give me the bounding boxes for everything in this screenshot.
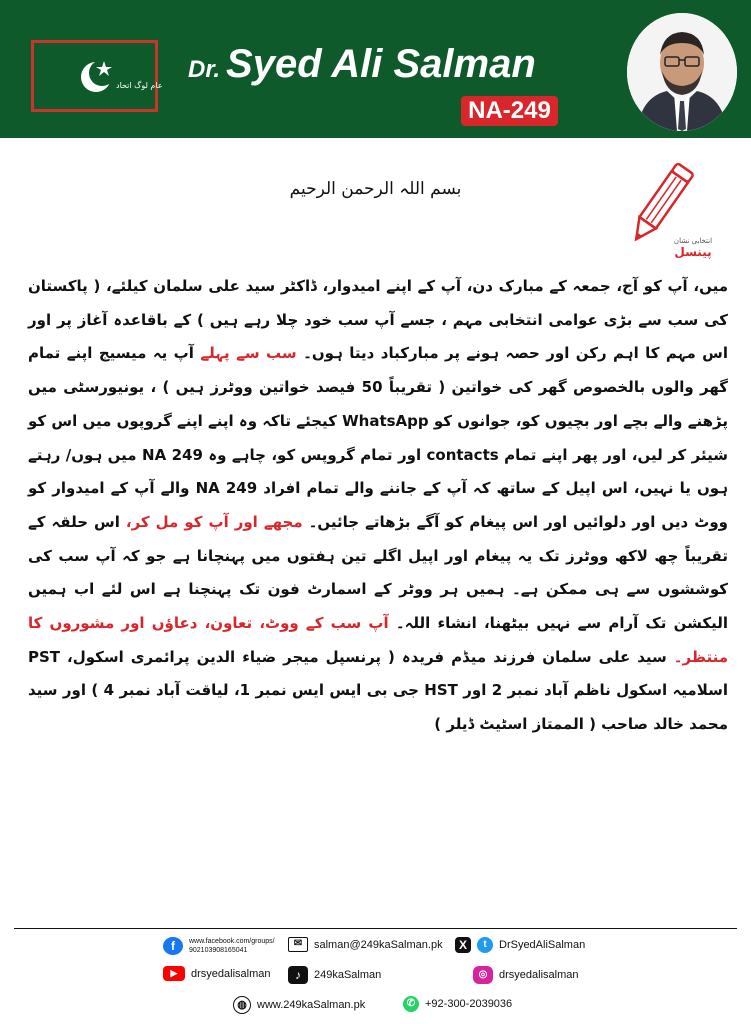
twitter-link[interactable] <box>455 937 585 953</box>
instagram-handle: drsyedalisalman <box>499 969 579 981</box>
website-url: www.249kaSalman.pk <box>257 999 366 1011</box>
whatsapp-number: +92-300-2039036 <box>425 998 513 1010</box>
footer-divider <box>14 928 737 929</box>
email-link[interactable] <box>288 937 443 952</box>
tiktok-icon: ♪ <box>288 966 308 984</box>
crescent-star-icon <box>78 55 118 95</box>
message-paragraph-1: میں، آپ کو آج، جمعہ کے مبارک دن، آپ کے اپنے امیدوار، ڈاکٹر سید علی سلمان کیلئے، ( پاکستان کی سب سے بڑی عوامی انتخابی مہم ، جسے آپ سب خود چلا رہے ہیں ) کے باقاعدہ آغاز پر اور اس مہم کا اہم رکن اور حصہ ہونے پر مبارکباد دیتا ہوں۔ <box>28 277 729 363</box>
party-flag <box>31 40 163 112</box>
header-banner <box>0 0 751 138</box>
whatsapp-link[interactable] <box>403 996 512 1012</box>
candidate-photo <box>627 13 737 131</box>
facebook-link[interactable] <box>163 937 275 955</box>
highlight-together: مجھے اور آپ کو مل کر، <box>125 512 303 531</box>
twitter-bird-icon: t <box>477 937 493 953</box>
website-link[interactable] <box>233 996 365 1014</box>
message-paragraph-3: اس حلقہ کے تقریباً چھ لاکھ ووٹرز تک یہ پیغام اور اپیل اگلے تین ہفتوں میں پہنچانا ہے جو کہ آپ سب کی کوششوں سے ہی ممکن ہے۔ ہمیں ہر ووٹر کے اسمارٹ فون تک پہنچنا ہے اس لئے اب ہمیں الیکشن تک آرام سے نہیں بیٹھنا، انشاء اللہ۔ <box>28 512 728 633</box>
highlight-first: سب سے پہلے <box>200 344 297 363</box>
message-paragraph-2: آپ یہ میسیج اپنے تمام گھر والوں بالخصوص گھر کی خواتین ( تقریباً 50 فیصد خواتین ووٹرز ہیں ) ، یونیورسٹی میں پڑھنے والے بچے اور بچیوں کو، جوانوں کو WhatsApp کیجئے تاکہ وہ اپنے اپنے گروپوں میں اس کو شیئر کر لیں، اور پھر اپنے تمام contacts اور تمام گروپس کو، چاہے وہ NA 249 میں ہوں/ رہتے ہوں یا نہیں، اس اپیل کے ساتھ کہ آپ کے جاننے والے تمام افراد NA 249 والے آپ کے امیدوار کو ووٹ دیں اور دلوائیں اور اس پیغام کو آگے بڑھاتے جائیں۔ <box>28 344 729 531</box>
candidate-name-text: Syed Ali Salman <box>226 42 536 86</box>
highlight-awaiting: آپ سب کے ووٹ، تعاون، دعاؤں اور مشوروں کا منتظر۔ <box>28 614 728 666</box>
election-symbol-caption: انتخابی نشان <box>673 237 713 245</box>
message-paragraph-4: سید علی سلمان فرزند میڈم فریدہ ( پرنسپل میجر ضیاء الدین پرائمری اسکول، PST اسلامیہ اسکول ناظم آباد نمبر 2 اور HST جی بی ایس ایس نمبر 1، لیاقت آباد نمبر 4 ) اور سید محمد خالد صاحب ( الممتاز اسٹیٹ ڈیلر ) <box>28 647 728 734</box>
facebook-icon: f <box>163 937 183 955</box>
election-symbol-name: پینسل <box>674 245 712 259</box>
globe-icon: ◍ <box>233 996 251 1014</box>
youtube-link[interactable] <box>163 966 270 981</box>
youtube-icon: ▶ <box>163 966 185 981</box>
instagram-icon: ◎ <box>473 966 493 984</box>
tiktok-handle: 249kaSalman <box>314 969 382 981</box>
tiktok-link[interactable] <box>288 966 381 984</box>
facebook-url: www.facebook.com/groups/ 902103908165041 <box>189 938 275 954</box>
election-symbol-label <box>668 237 718 259</box>
constituency-badge: NA-249 <box>461 96 558 126</box>
mail-icon: ✉ <box>288 937 308 952</box>
candidate-name <box>188 42 536 87</box>
bismillah-heading: بسم اللہ الرحمن الرحیم <box>289 179 462 199</box>
whatsapp-icon: ✆ <box>403 996 419 1012</box>
flag-caption: عام لوگ اتحاد <box>116 81 163 90</box>
x-icon: X <box>455 937 471 953</box>
instagram-link[interactable] <box>473 966 578 984</box>
email-address: salman@249kaSalman.pk <box>314 938 443 951</box>
title-prefix: Dr. <box>188 56 221 83</box>
message-body <box>28 270 728 742</box>
twitter-handle: DrSyedAliSalman <box>499 939 586 951</box>
youtube-channel: drsyedalisalman <box>191 967 271 980</box>
portrait-image <box>627 13 737 131</box>
